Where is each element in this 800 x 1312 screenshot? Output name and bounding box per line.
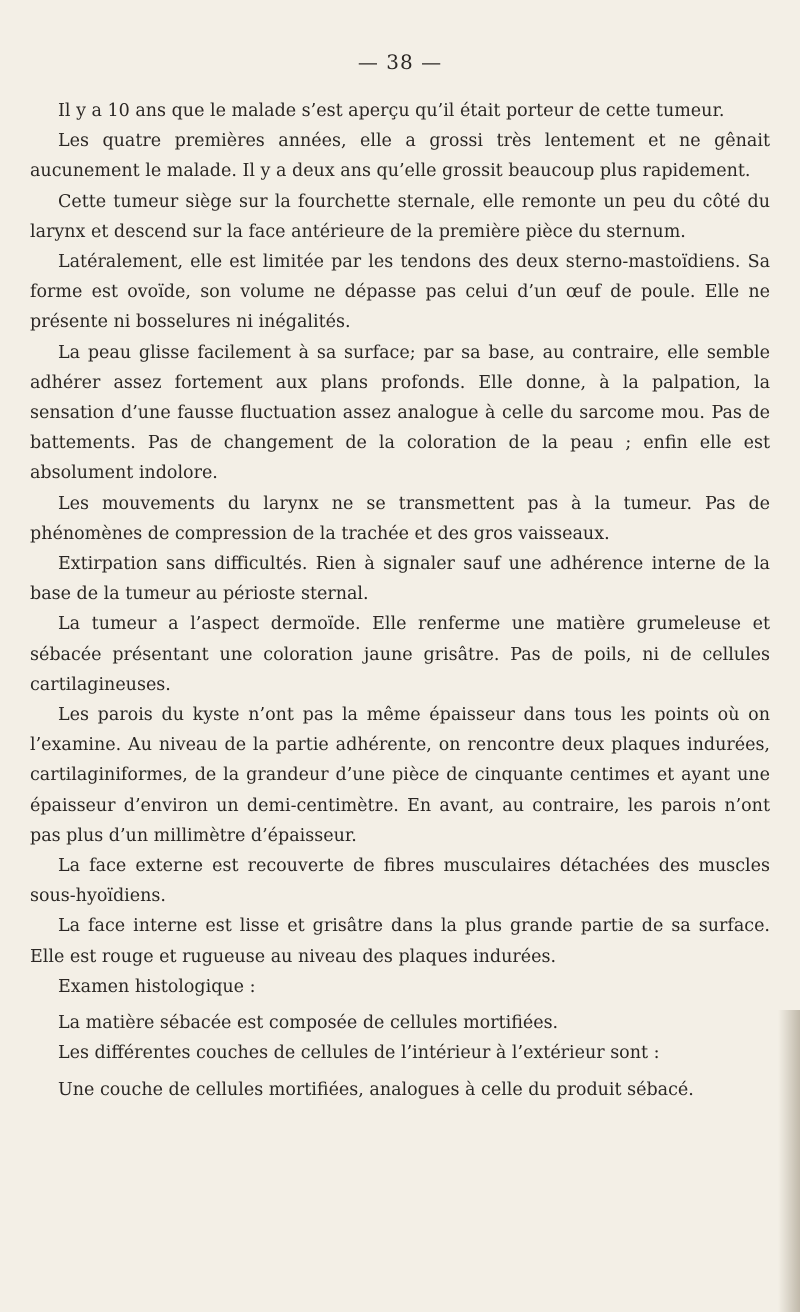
paragraph: Les parois du kyste n’ont pas la même épaisseur dans tous les points où on l’examine. Au niveau de la partie adhérente, on rencontre deux plaques indurées, cartilaginiformes, de la grandeur d’une pièce de cinquante centimes et ayant une épaisseur d’environ un demi-centimètre. En avant, au contraire, les parois n’ont pas plus d’un millimètre d’épaisseur. <box>30 705 770 846</box>
paragraph: La matière sébacée est composée de cellules mortifiées. <box>58 1013 559 1034</box>
paragraph: La tumeur a l’aspect dermoïde. Elle renferme une matière grumeleuse et sébacée présentant une coloration jaune grisâtre. Pas de poils, ni de cellules cartilagineuses. <box>30 614 770 695</box>
paragraph: La peau glisse facilement à sa surface; par sa base, au contraire, elle semble adhérer assez fortement aux plans profonds. Elle donne, à la palpation, la sensation d’une fausse fluctuation assez analogue à celle du sarcome mou. Pas de battements. Pas de changement de la coloration de la peau ; enfin elle est absolument indolore. <box>30 342 770 484</box>
paragraph: Il y a 10 ans que le malade s’est aperçu qu’il était porteur de cette tumeur. <box>58 101 725 121</box>
page-number: — 38 — <box>357 50 443 74</box>
paragraph: Les mouvements du larynx ne se transmettent pas à la tumeur. Pas de phénomènes de compression de la trachée et des gros vaisseaux. <box>30 493 770 544</box>
paragraph: Les différentes couches de cellules de l’intérieur à l’extérieur sont : <box>58 1043 660 1064</box>
paragraph: La face interne est lisse et grisâtre dans la plus grande partie de sa surface. Elle est rouge et rugueuse au niveau des plaques indurées. <box>30 916 770 967</box>
paragraph: Latéralement, elle est limitée par les tendons des deux sterno-mastoïdiens. Sa forme est ovoïde, son volume ne dépasse pas celui d’un œuf de poule. Elle ne présente ni bosselures ni inégalités. <box>30 252 770 333</box>
paragraph: Cette tumeur siège sur la fourchette sternale, elle remonte un peu du côté du larynx et descend sur la face antérieure de la première pièce du sternum. <box>30 191 770 242</box>
paragraph: La face externe est recouverte de fibres musculaires détachées des muscles sous-hyoïdiens. <box>30 856 770 907</box>
document-body <box>30 96 770 1105</box>
paragraph: Extirpation sans difficultés. Rien à signaler sauf une adhérence interne de la base de la tumeur au périoste sternal. <box>30 554 770 605</box>
paragraph: Les quatre premières années, elle a grossi très lentement et ne gênait aucunement le malade. Il y a deux ans qu’elle grossit beaucoup plus rapidement. <box>30 131 770 182</box>
page-edge-shadow <box>778 1010 800 1312</box>
section-heading: Examen histologique : <box>58 976 256 997</box>
paragraph: Une couche de cellules mortifiées, analogues à celle du produit sébacé. <box>58 1079 694 1100</box>
